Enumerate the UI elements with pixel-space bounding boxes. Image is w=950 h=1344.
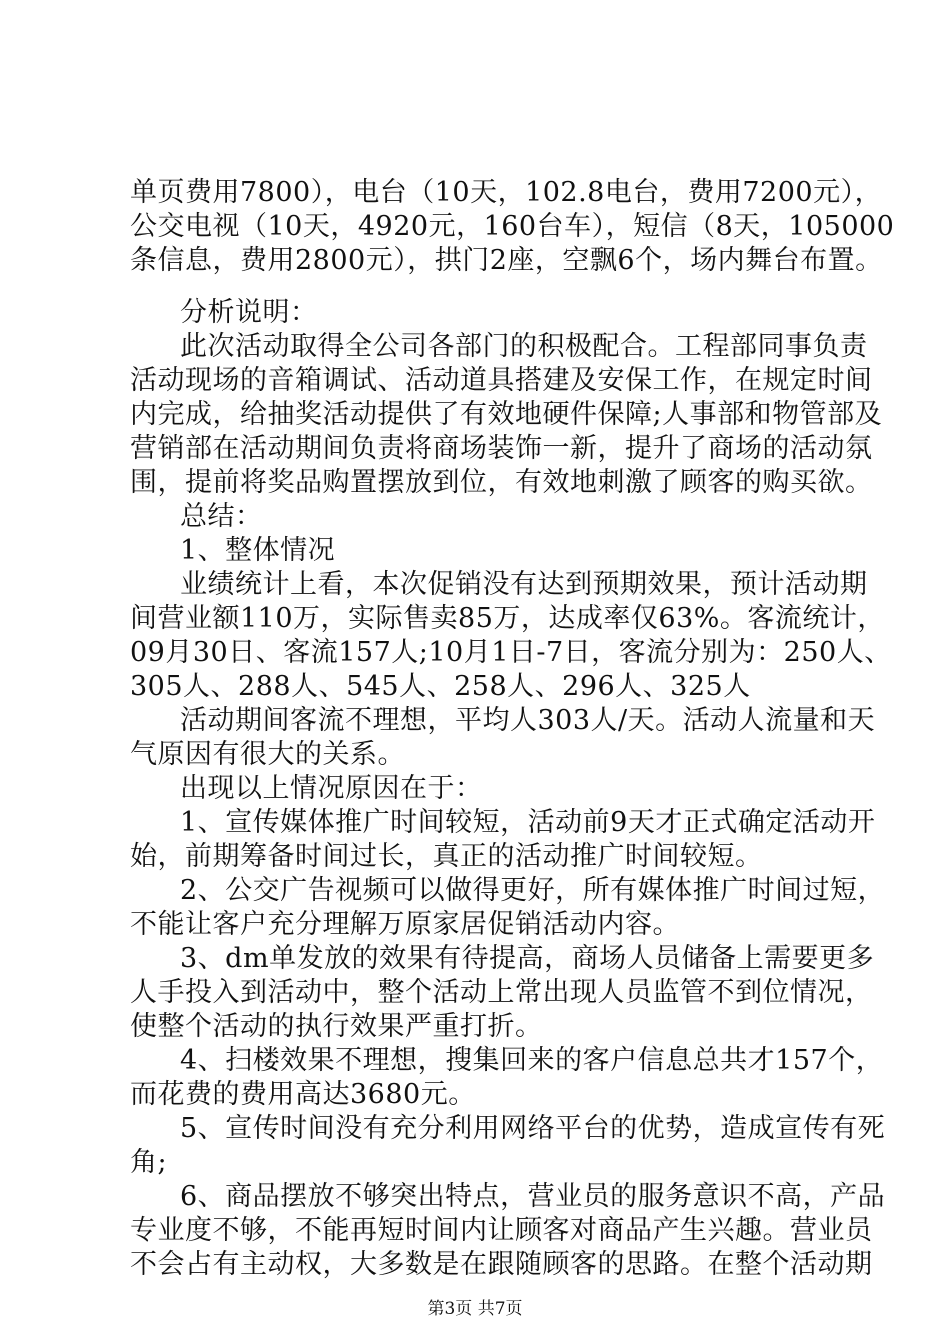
text-line: 出现以上情况原因在于： <box>180 773 483 804</box>
text-line: 单页费用7800），电台（10天，102.8电台，费用7200元）， <box>130 177 883 208</box>
text-line: 不会占有主动权，大多数是在跟随顾客的思路。在整个活动期 <box>130 1249 873 1280</box>
text-line: 此次活动取得全公司各部门的积极配合。工程部同事负责 <box>180 331 868 362</box>
text-line: 305人、288人、545人、258人、296人、325人 <box>130 671 751 702</box>
list-item: 4、扫楼效果不理想，搜集回来的客户信息总共才157个， <box>180 1045 884 1076</box>
text-line: 间营业额110万，实际售卖85万，达成率仅63%。客流统计， <box>130 603 885 634</box>
text-line: 09月30日、客流157人;10月1日-7日，客流分别为：250人、 <box>130 637 892 668</box>
text-line: 而花费的费用高达3680元。 <box>130 1079 476 1110</box>
list-item: 3、dm单发放的效果有待提高，商场人员储备上需要更多 <box>180 943 875 974</box>
text-line: 角; <box>130 1147 168 1178</box>
page-footer: 第3页 共7页 <box>427 1299 523 1319</box>
text-line: 始，前期筹备时间过长，真正的活动推广时间较短。 <box>130 841 763 872</box>
list-item: 1、宣传媒体推广时间较短，活动前9天才正式确定活动开 <box>180 807 876 838</box>
text-line: 围，提前将奖品购置摆放到位，有效地刺激了顾客的购买欲。 <box>130 467 873 498</box>
text-line: 内完成，给抽奖活动提供了有效地硬件保障;人事部和物管部及 <box>130 399 883 430</box>
text-line: 不能让客户充分理解万原家居促销活动内容。 <box>130 909 680 940</box>
text-line: 营销部在活动期间负责将商场装饰一新，提升了商场的活动氛 <box>130 433 873 464</box>
section-heading: 分析说明： <box>180 297 318 328</box>
list-item: 6、商品摆放不够突出特点，营业员的服务意识不高，产品 <box>180 1181 886 1212</box>
text-line: 活动现场的音箱调试、活动道具搭建及安保工作，在规定时间 <box>130 365 873 396</box>
text-line: 条信息，费用2800元），拱门2座，空飘6个，场内舞台布置。 <box>130 245 883 276</box>
text-line: 气原因有很大的关系。 <box>130 739 405 770</box>
section-heading: 总结： <box>180 501 263 532</box>
list-item: 2、公交广告视频可以做得更好，所有媒体推广时间过短， <box>180 875 886 906</box>
text-line: 公交电视（10天，4920元，160台车），短信（8天，105000 <box>130 211 895 242</box>
text-line: 业绩统计上看，本次促销没有达到预期效果，预计活动期 <box>180 569 868 600</box>
subsection-heading: 1、整体情况 <box>180 535 336 566</box>
text-line: 活动期间客流不理想，平均人303人/天。活动人流量和天 <box>180 705 876 736</box>
text-line: 使整个活动的执行效果严重打折。 <box>130 1011 543 1042</box>
text-line: 专业度不够，不能再短时间内让顾客对商品产生兴趣。营业员 <box>130 1215 873 1246</box>
text-line: 人手投入到活动中，整个活动上常出现人员监管不到位情况， <box>130 977 873 1008</box>
list-item: 5、宣传时间没有充分利用网络平台的优势，造成宣传有死 <box>180 1113 886 1144</box>
